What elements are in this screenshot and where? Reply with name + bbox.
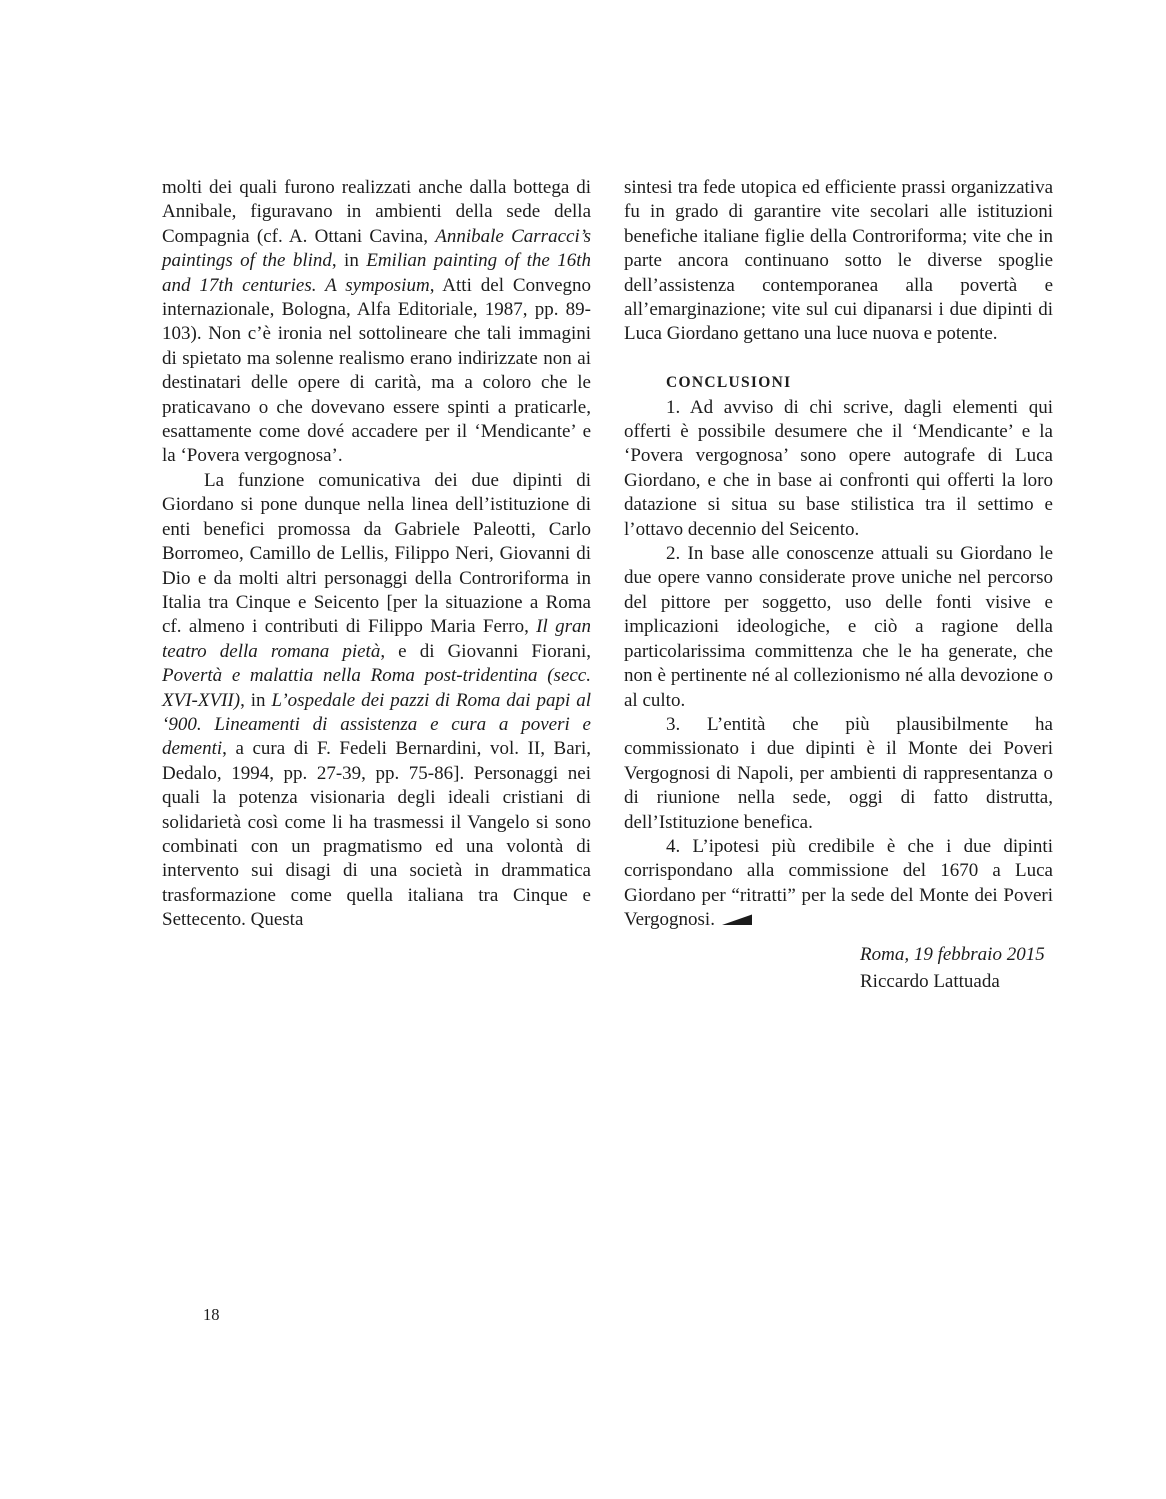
section-heading: CONCLUSIONI (666, 374, 792, 392)
paragraph (624, 396, 1053, 542)
paragraph (162, 469, 591, 933)
paragraph (162, 176, 591, 469)
text-run: molti dei quali furono realizzati anche dalla bottega di Annibale, figuravano in ambienti della sede della Compagnia (cf. A. Ottani Cavina, (162, 177, 591, 247)
page-number: 18 (203, 1305, 220, 1324)
text-run: , in (331, 250, 367, 272)
paragraph (624, 542, 1053, 713)
italic-text-run: L’ospedale dei pazzi di Roma dai papi al ‘900. Lineamenti di assistenza e cura a poveri e dementi (162, 689, 592, 760)
text-run: , Atti del Convegno internazionale, Bologna, Alfa Editoriale, 1987, pp. 89-103). Non c’è ironia nel sottolineare che tali immagini di spietato ma solenne realismo erano indirizzate non ai destinatari delle opere di carità, ma a coloro che le praticavano o che dovevano essere spinti a praticarle, esattamente come dové accadere per il ‘Mendicante’ e la ‘Povera vergognosa’. (162, 274, 591, 467)
right-column (624, 176, 1053, 933)
italic-text-run: Il gran teatro della romana pietà (162, 616, 591, 662)
left-column (162, 176, 591, 933)
italic-text-run: Annibale Carracci’s paintings of the blind (162, 225, 591, 272)
text-run: , in (240, 689, 272, 711)
paragraph (624, 713, 1053, 835)
end-mark-triangle-icon (722, 914, 752, 925)
text-run: La funzione comunicativa dei due dipinti di Giordano si pone dunque nella linea dell’istituzione di enti benefici promossa da Gabriele Paleotti, Carlo Borromeo, Camillo de Lellis, Filippo Neri, Giovanni di Dio e da molti altri personaggi della Controriforma in Italia tra Cinque e Seicento [per la situazione a Roma cf. almeno i contributi di Filippo Maria Ferro, (162, 469, 591, 638)
text-run: , a cura di F. Fedeli Bernardini, vol. II, Bari, Dedalo, 1994, pp. 27-39, pp. 75-86]. Personaggi nei quali la potenza visionaria degli ideali cristiani di solidarietà così come li ha trasmessi il Vangelo si sono combinati con un pragmatismo ed una volontà di intervento sui disagi di una società in drammatica trasformazione come quella italiana tra Cinque e Settecento. Questa (162, 738, 591, 931)
italic-text-run: Povertà e malattia nella Roma post-tridentina (secc. XVI-XVII) (162, 665, 591, 711)
text-block (162, 176, 1053, 933)
text-run: 4. L’ipotesi più credibile è che i due dipinti corrispondano alla commissione del 1670 a Luca Giordano per “ritratti” per la sede del Monte dei Poveri Vergognosi. (624, 835, 1053, 931)
paragraph (624, 835, 1053, 933)
paragraph (624, 176, 1053, 347)
text-run: sintesi tra fede utopica ed efficiente prassi organizzativa fu in grado di garantire vite secolari alle istituzioni benefiche italiane figlie della Controriforma; vite che in parte ancora continuano sotto le diverse spoglie dell’assistenza contemporanea alla povertà e all’emarginazione; vite sul cui dipanarsi i due dipinti di Luca Giordano gettano una luce nuova e potente. (624, 177, 1053, 345)
signature-place-date: Roma, 19 febbraio 2015 (860, 944, 1045, 965)
signature-author: Riccardo Lattuada (860, 971, 1000, 992)
text-run: , e di Giovanni Fiorani, (380, 640, 592, 662)
italic-text-run: Emilian painting of the 16th and 17th centuries. A symposium (162, 250, 592, 296)
text-run: 3. L’entità che più plausibilmente ha commissionato i due dipinti è il Monte dei Poveri Vergognosi di Napoli, per ambienti di rappresentanza o di riunione nella sede, oggi di fatto distrutta, dell’Istituzione benefica. (624, 713, 1053, 833)
text-run: 2. In base alle conoscenze attuali su Giordano le due opere vanno considerate prove uniche nel percorso del pittore per soggetto, uso delle fonti visive e implicazioni ideologiche, e ciò a ragione della particolarissima committenza che le ha generate, che non è pertinente né al collezionismo né alla devozione o al culto. (624, 543, 1053, 711)
signature-block (860, 941, 1045, 995)
text-run: 1. Ad avviso di chi scrive, dagli elementi qui offerti è possibile desumere che il ‘Mendicante’ e la ‘Povera vergognosa’ sono opere autografe di Luca Giordano, e che in base ai confronti qui offerti la loro datazione si situa su base stilistica tra il settimo e l’ottavo decennio del Seicento. (624, 396, 1053, 540)
